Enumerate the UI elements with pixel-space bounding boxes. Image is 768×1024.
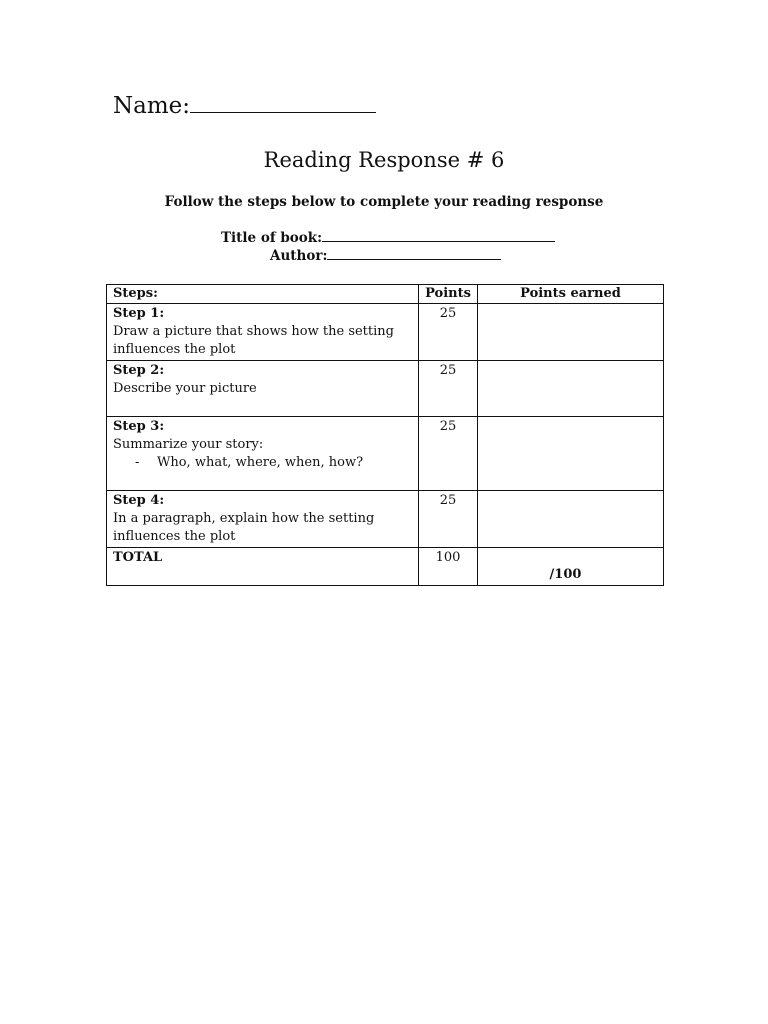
points-cell: 25 [419, 361, 478, 417]
total-label-cell [107, 548, 419, 586]
book-title-field [221, 230, 555, 246]
step-description: Describe your picture [113, 381, 257, 396]
points-earned-cell[interactable] [478, 491, 664, 548]
bullet-text: Who, what, where, when, how? [157, 455, 364, 470]
points-cell: 25 [419, 417, 478, 491]
header-points-earned: Points earned [478, 285, 664, 304]
table-row [107, 491, 664, 548]
total-points-cell: 100 [419, 548, 478, 586]
instructions-text: Follow the steps below to complete your reading response [164, 194, 604, 210]
total-earned-value: /100 [549, 567, 582, 582]
step-description: In a paragraph, explain how the setting influences the plot [113, 511, 375, 544]
points-earned-cell[interactable] [478, 361, 664, 417]
step-cell [107, 417, 419, 491]
points-cell: 25 [419, 491, 478, 548]
total-row [107, 548, 664, 586]
name-label: Name: [113, 93, 191, 119]
points-cell: 25 [419, 304, 478, 361]
step-description: Summarize your story: [113, 437, 264, 452]
table-row [107, 304, 664, 361]
author-label: Author: [270, 248, 328, 264]
points-earned-cell[interactable] [478, 417, 664, 491]
step-cell [107, 304, 419, 361]
bullet-item [113, 454, 412, 472]
table-row [107, 417, 664, 491]
step-cell [107, 361, 419, 417]
step-description: Draw a picture that shows how the setting influences the plot [113, 324, 394, 357]
table-row [107, 361, 664, 417]
total-earned-cell[interactable] [478, 548, 664, 586]
table-header-row [107, 285, 664, 304]
points-earned-cell[interactable] [478, 304, 664, 361]
header-steps: Steps: [107, 285, 419, 304]
step-cell [107, 491, 419, 548]
rubric-table [106, 284, 664, 586]
step-label: Step 3: [113, 419, 165, 434]
step-label: Step 1: [113, 306, 165, 321]
book-title-label: Title of book: [221, 230, 323, 246]
dash-bullet-icon: - [135, 455, 140, 470]
book-title-blank-line[interactable] [322, 230, 555, 242]
step-label: Step 2: [113, 363, 165, 378]
total-label: TOTAL [113, 550, 163, 565]
header-points: Points [419, 285, 478, 304]
name-blank-line[interactable] [190, 94, 376, 113]
name-field [113, 93, 376, 119]
page-title: Reading Response # 6 [263, 148, 505, 172]
step-label: Step 4: [113, 493, 165, 508]
author-blank-line[interactable] [327, 248, 501, 260]
author-field [270, 248, 501, 264]
